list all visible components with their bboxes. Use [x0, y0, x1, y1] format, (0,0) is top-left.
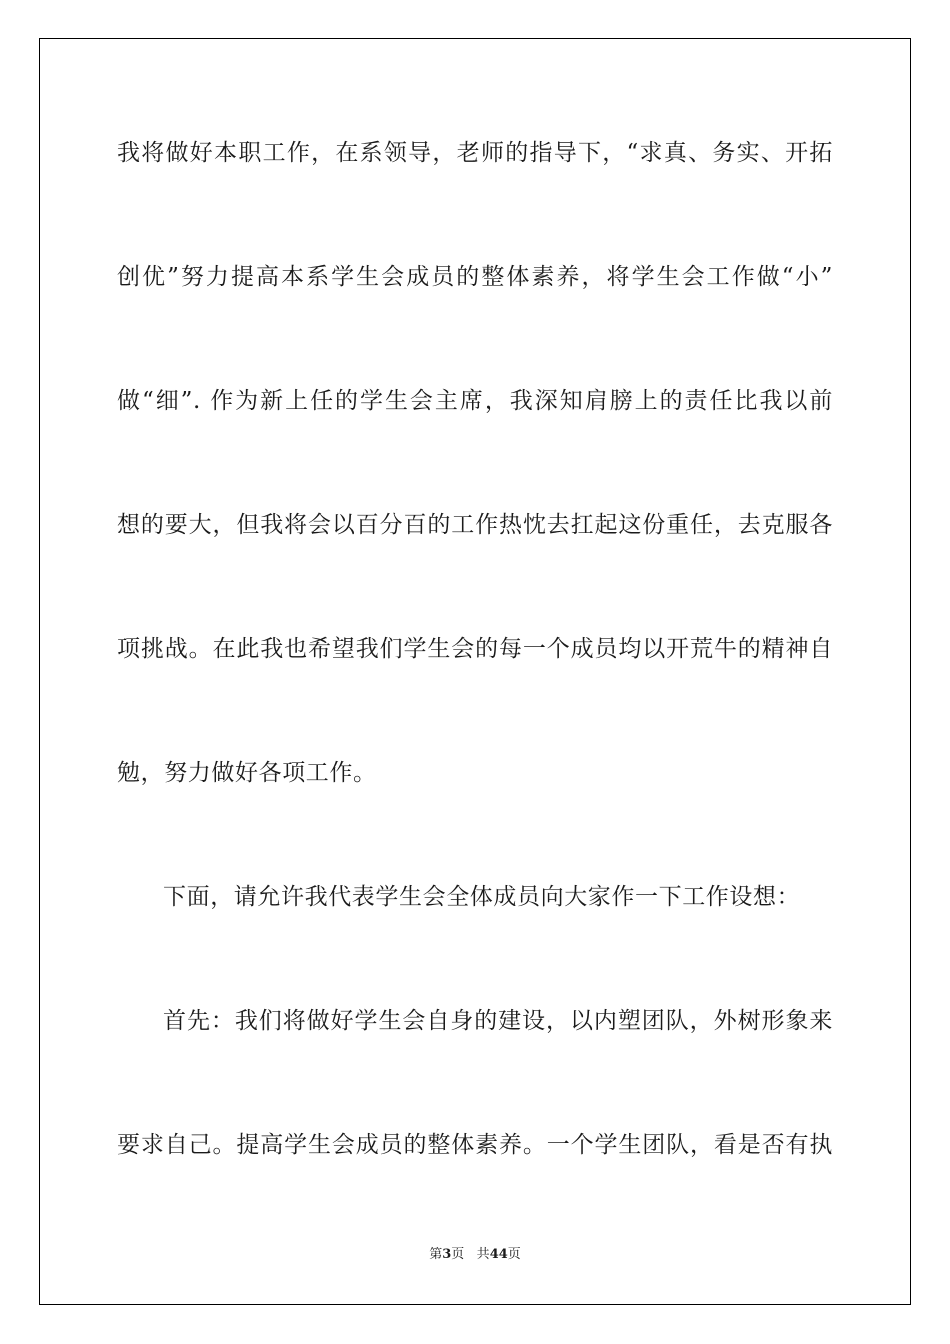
page-border — [39, 38, 911, 1305]
page-suffix: 页 — [451, 1247, 465, 1262]
paragraph-line: 勉，努力做好各项工作。 — [117, 760, 377, 786]
paragraph-line: 我将做好本职工作，在系领导，老师的指导下，“求真、务实、开拓 — [117, 140, 833, 166]
paragraph-line: 要求自己。提高学生会成员的整体素养。一个学生团队，看是否有执 — [117, 1132, 833, 1158]
paragraph-line: 下面，请允许我代表学生会全体成员向大家作一下工作设想： — [163, 884, 801, 910]
page-number: 3 — [442, 1247, 452, 1262]
page-footer — [0, 1246, 950, 1264]
total-suffix: 页 — [507, 1247, 521, 1262]
paragraph-line: 项挑战。在此我也希望我们学生会的每一个成员均以开荒牛的精神自 — [117, 636, 833, 662]
paragraph-line: 想的要大，但我将会以百分百的工作热忱去扛起这份重任，去克服各 — [117, 512, 833, 538]
paragraph-line: 首先：我们将做好学生会自身的建设，以内塑团队，外树形象来 — [163, 1008, 833, 1034]
page-prefix: 第 — [429, 1247, 443, 1262]
total-prefix: 共 — [476, 1247, 490, 1262]
total-pages: 44 — [489, 1247, 508, 1262]
paragraph-line: 创优”努力提高本系学生会成员的整体素养，将学生会工作做“小” — [117, 264, 833, 290]
paragraph-line: 做“细”. 作为新上任的学生会主席，我深知肩膀上的责任比我以前 — [117, 388, 833, 414]
